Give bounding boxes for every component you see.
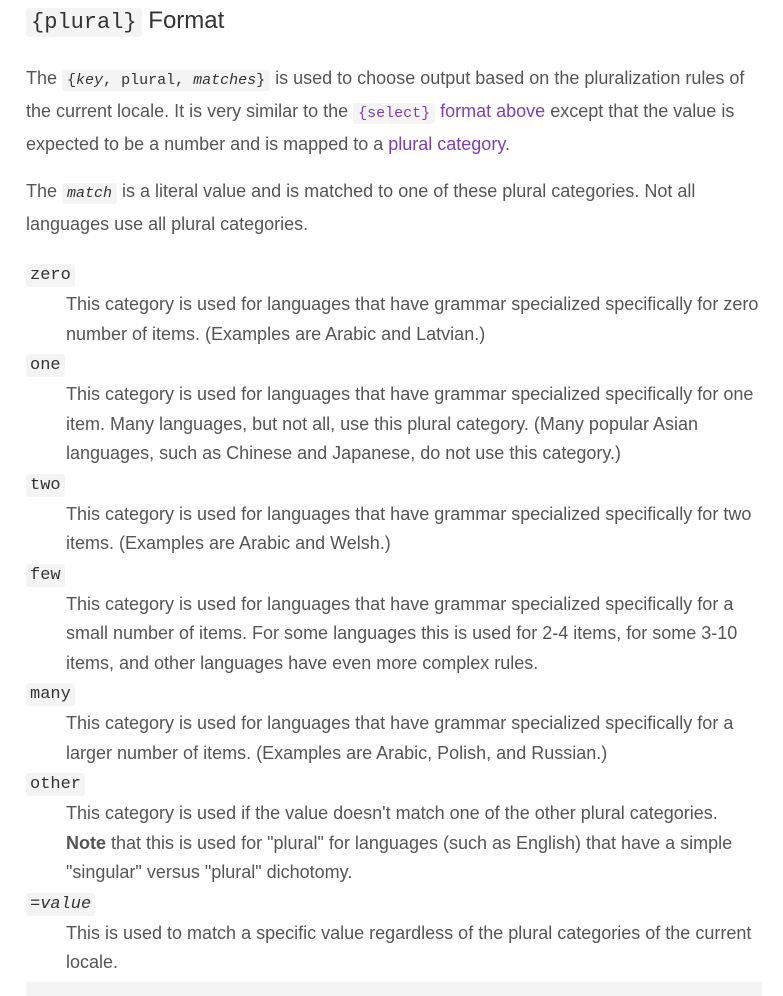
other-desc-text: that this is used for "plural" for languages (such as English) that have a simple "singular" versus "plural" dichotomy. — [66, 832, 733, 882]
heading-code: {plural} — [26, 8, 142, 37]
intro-paragraph — [26, 63, 762, 160]
term-code — [26, 893, 95, 916]
syntax-brace-close: } — [256, 72, 266, 89]
section-heading — [26, 0, 762, 40]
other-desc-text: This category is used if the value doesn't match one of the other plural categories. — [66, 803, 718, 823]
category-term-zero — [26, 260, 762, 290]
category-desc-zero: This category is used for languages that have grammar specialized specifically for zero number of items. (Examples are Arabic and Latvian.) — [66, 294, 759, 344]
category-desc-many: This category is used for languages that have grammar specialized specifically for a larger number of items. (Examples are Arabic, Polish, and Russian.) — [66, 713, 734, 763]
value-var: value — [40, 894, 92, 914]
term-code: other — [26, 773, 85, 796]
syntax-plural: , plural, — [103, 72, 194, 89]
intro-text: . — [504, 134, 510, 154]
syntax-key: key — [76, 72, 104, 89]
term-code: few — [26, 564, 65, 587]
select-link-text: format above — [435, 101, 546, 121]
category-term-one — [26, 350, 762, 380]
category-term-value — [26, 889, 762, 919]
heading-text: Format — [148, 7, 225, 34]
category-desc-few: This category is used for languages that have grammar specialized specifically for a small number of items. For some languages this is used for 2-4 items, for some 3-10 items, and other languages have even more complex rules. — [66, 593, 738, 673]
category-term-few — [26, 560, 762, 590]
category-desc-one: This category is used for languages that have grammar specialized specifically for one item. Many languages, but not all, use this plural category. (Many popular Asian languages, such as Chinese and Japanese, do not use this category.) — [66, 384, 754, 463]
category-desc-two: This category is used for languages that have grammar specialized specifically for two items. (Examples are Arabic and Welsh.) — [66, 503, 752, 553]
intro-text: is used to choose output based on the pluralization rules of the current locale. It is very similar to the — [26, 68, 745, 121]
term-code: one — [26, 354, 65, 377]
category-desc-value: This is used to match a specific value regardless of the plural categories of the current locale. — [66, 922, 752, 972]
syntax-matches: matches — [193, 72, 257, 89]
select-format-link[interactable] — [353, 101, 545, 121]
category-desc-other — [66, 799, 762, 889]
match-code — [62, 183, 117, 204]
match-code-text: match — [67, 185, 113, 202]
term-code: two — [26, 474, 65, 497]
match-paragraph — [26, 176, 762, 240]
term-code: many — [26, 683, 75, 706]
select-code: {select} — [353, 103, 435, 124]
intro-text: The — [26, 68, 63, 88]
syntax-code — [62, 70, 270, 91]
plural-category-link[interactable]: plural category — [388, 134, 505, 154]
syntax-brace-open: { — [67, 72, 77, 89]
term-code: zero — [26, 264, 75, 287]
value-prefix: = — [30, 894, 41, 914]
match-text: The — [26, 181, 63, 201]
category-term-two — [26, 470, 762, 500]
intro-text: except that the value is expected to be a number and is mapped to a — [26, 101, 735, 154]
note-label: Note — [66, 832, 106, 853]
match-text: is a literal value and is matched to one of these plural categories. Not all languages use all plural categories. — [26, 181, 696, 234]
category-term-many — [26, 679, 762, 709]
code-block-edge — [26, 982, 762, 996]
category-term-other — [26, 769, 762, 799]
category-list — [26, 260, 762, 979]
document-content — [26, 0, 762, 979]
